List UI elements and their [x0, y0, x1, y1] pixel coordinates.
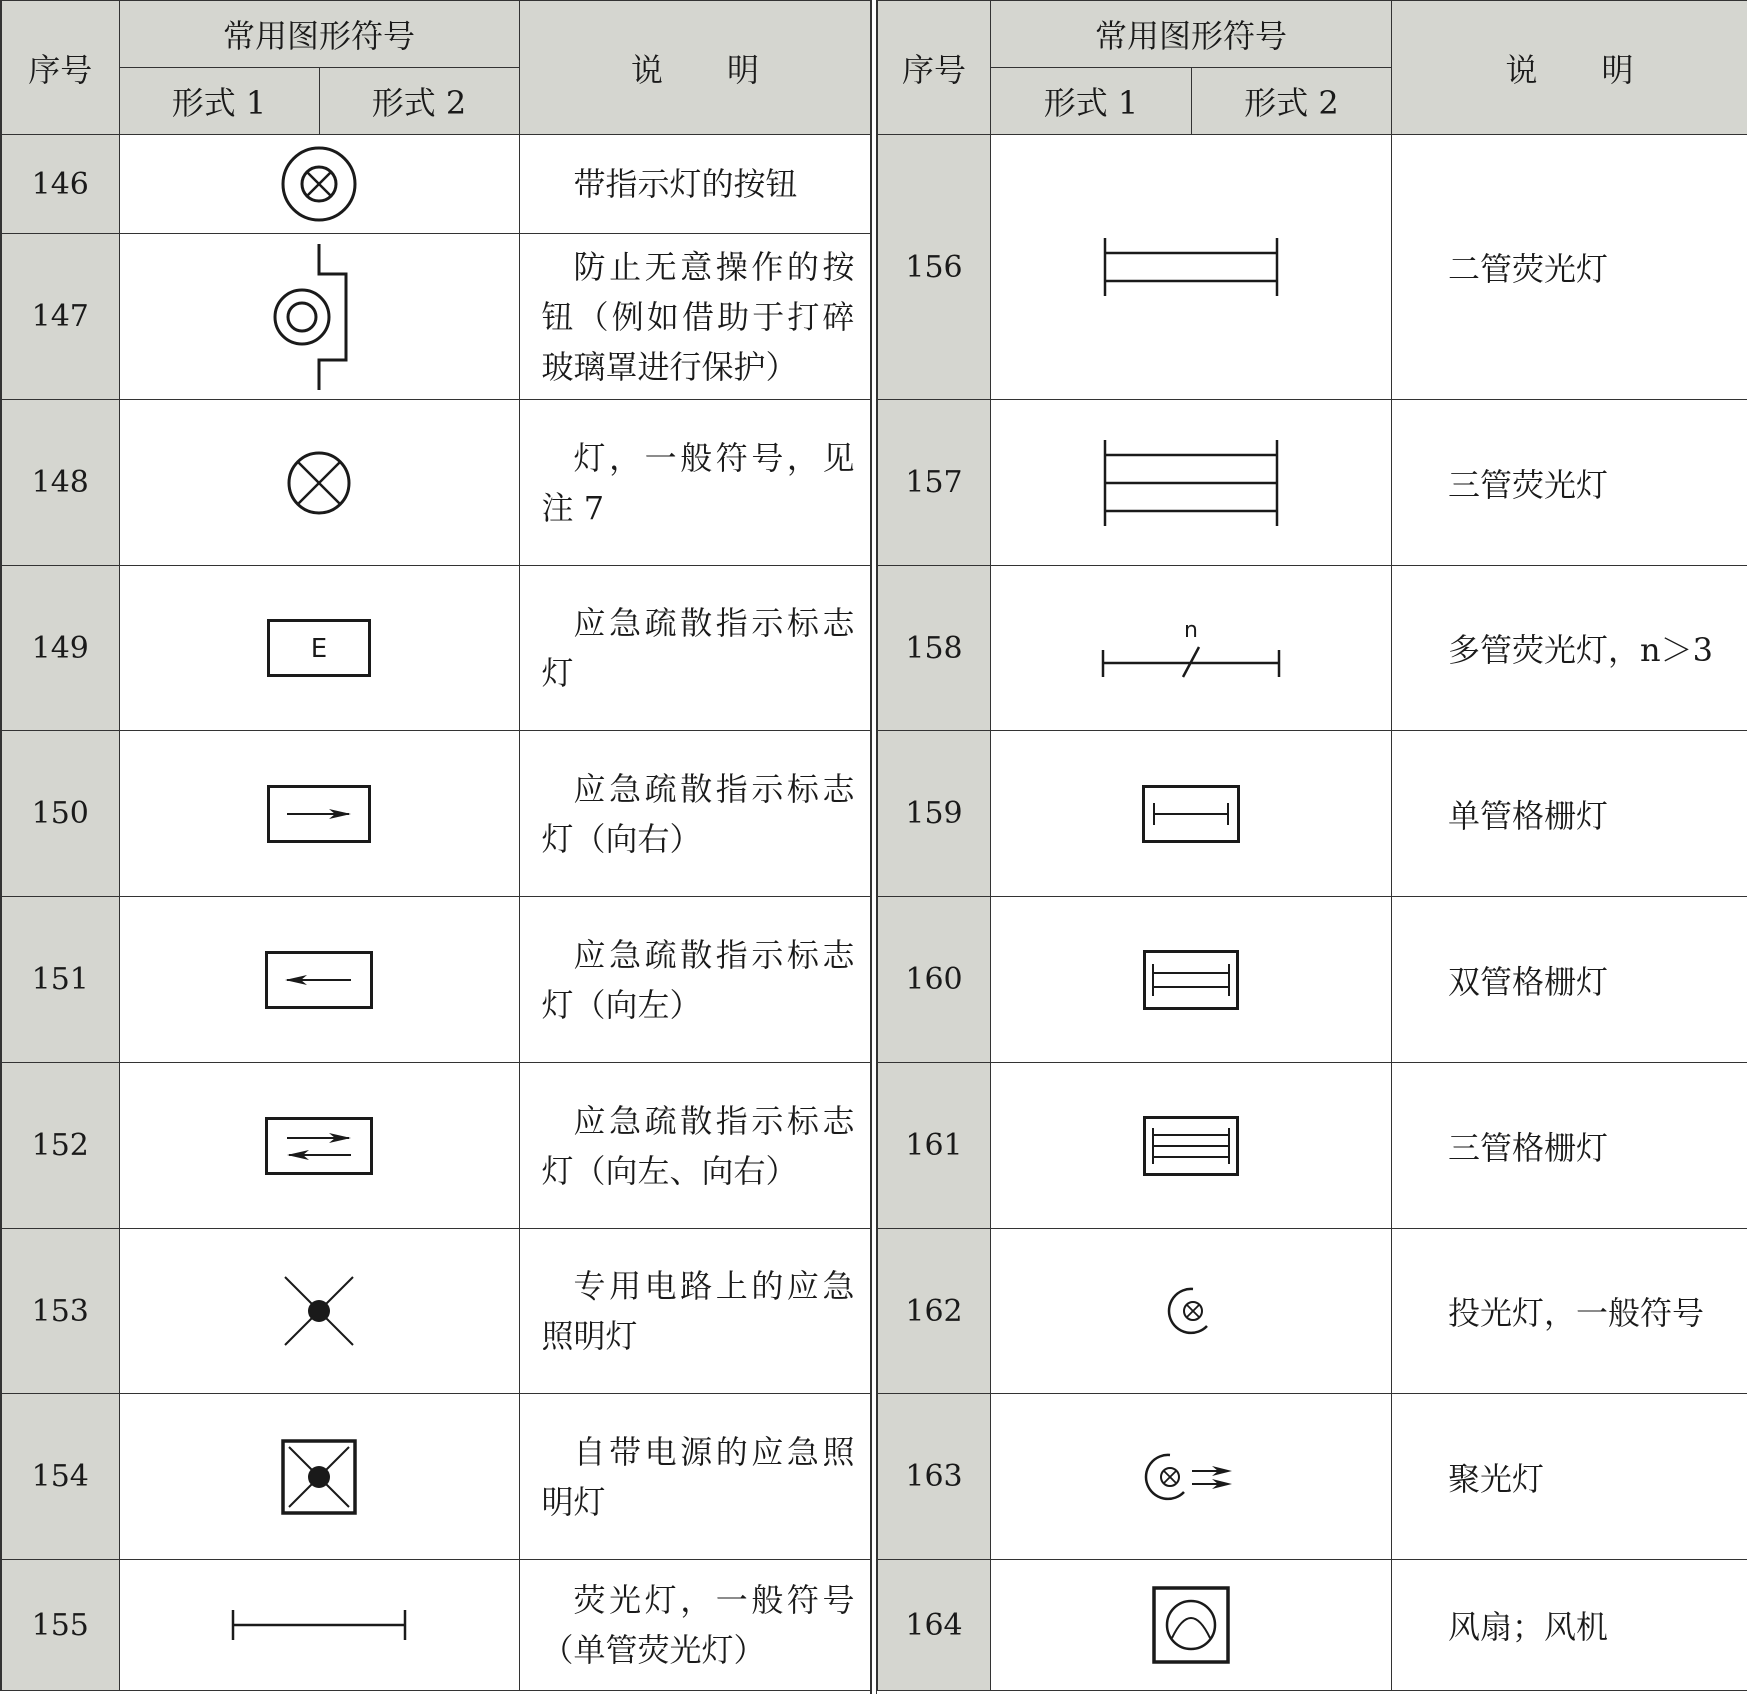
indicator-button-icon: [279, 144, 359, 224]
row-number: 155: [1, 1560, 119, 1691]
table-row: [878, 566, 1747, 731]
table-divider: [870, 0, 877, 1694]
row-number: 147: [1, 234, 119, 400]
row-number: 152: [1, 1063, 119, 1229]
table-row: [1, 400, 871, 566]
row-description: 带指示灯的按钮: [573, 165, 798, 203]
table-row: [878, 1063, 1747, 1229]
table-row: [878, 731, 1747, 897]
symbol-table-left: [0, 0, 872, 1691]
exit-sign-label: E: [310, 634, 328, 664]
row-number: 156: [878, 135, 991, 400]
table-row: [1, 897, 871, 1063]
spotlight-icon: [1148, 1452, 1234, 1502]
exit-sign-right-icon: [267, 785, 371, 843]
row-number: 149: [1, 566, 119, 731]
fan-icon: [1152, 1586, 1230, 1664]
row-description: 防止无意操作的按钮（例如借助于打碎玻璃罩进行保护）: [541, 247, 855, 386]
table-row: [1, 1229, 871, 1394]
row-number: 162: [878, 1229, 991, 1394]
row-number: 161: [878, 1063, 991, 1229]
row-description: 专用电路上的应急照明灯: [541, 1267, 855, 1355]
row-description: 聚光灯: [1392, 1394, 1747, 1560]
fluorescent-lamp-icon: [231, 1608, 407, 1642]
row-number: 148: [1, 400, 119, 566]
row-number: 160: [878, 897, 991, 1063]
tube-count-label: n: [1184, 618, 1198, 643]
table-row: [1, 1560, 871, 1691]
header-form2: 形式 2: [1192, 68, 1392, 135]
row-number: 150: [1, 731, 119, 897]
header-form1: 形式 1: [991, 68, 1192, 135]
table-row: [878, 1229, 1747, 1394]
header-symbols: 常用图形符号: [991, 1, 1392, 68]
row-description: 灯，一般符号，见注 7: [541, 438, 855, 527]
table-row: [1, 731, 871, 897]
protected-button-icon: [274, 244, 364, 390]
table-row: [1, 1394, 871, 1560]
row-number: 154: [1, 1394, 119, 1560]
row-number: 164: [878, 1560, 991, 1691]
row-number: 159: [878, 731, 991, 897]
row-description: 三管格栅灯: [1392, 1063, 1747, 1229]
table-row: [878, 400, 1747, 566]
floodlight-icon: [1171, 1286, 1211, 1336]
three-tube-fluorescent-icon: [1103, 438, 1279, 528]
table-row: [878, 135, 1747, 400]
row-description: 单管格栅灯: [1392, 731, 1747, 897]
row-description: 风扇；风机: [1392, 1560, 1747, 1691]
row-description: 二管荧光灯: [1392, 135, 1747, 400]
row-description: 应急疏散指示标志灯（向右）: [541, 769, 855, 858]
row-number: 153: [1, 1229, 119, 1394]
row-number: 158: [878, 566, 991, 731]
table-row: [1, 234, 871, 400]
row-number: 163: [878, 1394, 991, 1560]
row-description: 应急疏散指示标志灯（向左、向右）: [541, 1101, 855, 1190]
table-row: [878, 897, 1747, 1063]
two-tube-fluorescent-icon: [1103, 236, 1279, 298]
row-description: 应急疏散指示标志灯（向左）: [541, 935, 855, 1024]
double-grille-lamp-icon: [1143, 950, 1239, 1010]
row-description: 双管格栅灯: [1392, 897, 1747, 1063]
emergency-exit-sign-icon: [267, 619, 371, 677]
row-description: 荧光灯，一般符号（单管荧光灯）: [541, 1581, 855, 1669]
exit-sign-left-icon: [265, 951, 373, 1009]
header-seq: 序号: [1, 1, 119, 135]
emergency-light-dedicated-icon: [283, 1275, 355, 1347]
row-description: 多管荧光灯，n＞3: [1392, 566, 1747, 731]
header-form2: 形式 2: [319, 68, 519, 135]
row-description: 自带电源的应急照明灯: [541, 1432, 855, 1521]
single-grille-lamp-icon: [1142, 785, 1240, 843]
table-row: [878, 1560, 1747, 1691]
table-row: [1, 135, 871, 234]
row-number: 157: [878, 400, 991, 566]
triple-grille-lamp-icon: [1143, 1116, 1239, 1176]
header-symbols: 常用图形符号: [119, 1, 519, 68]
row-description: 应急疏散指示标志灯: [541, 604, 855, 692]
table-row: [1, 566, 871, 731]
header-desc: 说 明: [1392, 1, 1747, 135]
row-number: 146: [1, 135, 119, 234]
header-form1: 形式 1: [119, 68, 319, 135]
row-description: 三管荧光灯: [1392, 400, 1747, 566]
self-powered-emergency-light-icon: [281, 1439, 357, 1515]
row-number: 151: [1, 897, 119, 1063]
table-row: [1, 1063, 871, 1229]
multi-tube-fluorescent-icon: [1101, 617, 1281, 679]
header-desc: 说 明: [519, 1, 871, 135]
table-row: [878, 1394, 1747, 1560]
symbol-table-right: [877, 0, 1747, 1691]
lamp-icon: [286, 450, 352, 516]
exit-sign-both-icon: [265, 1117, 373, 1175]
row-description: 投光灯，一般符号: [1392, 1229, 1747, 1394]
header-seq: 序号: [878, 1, 991, 135]
